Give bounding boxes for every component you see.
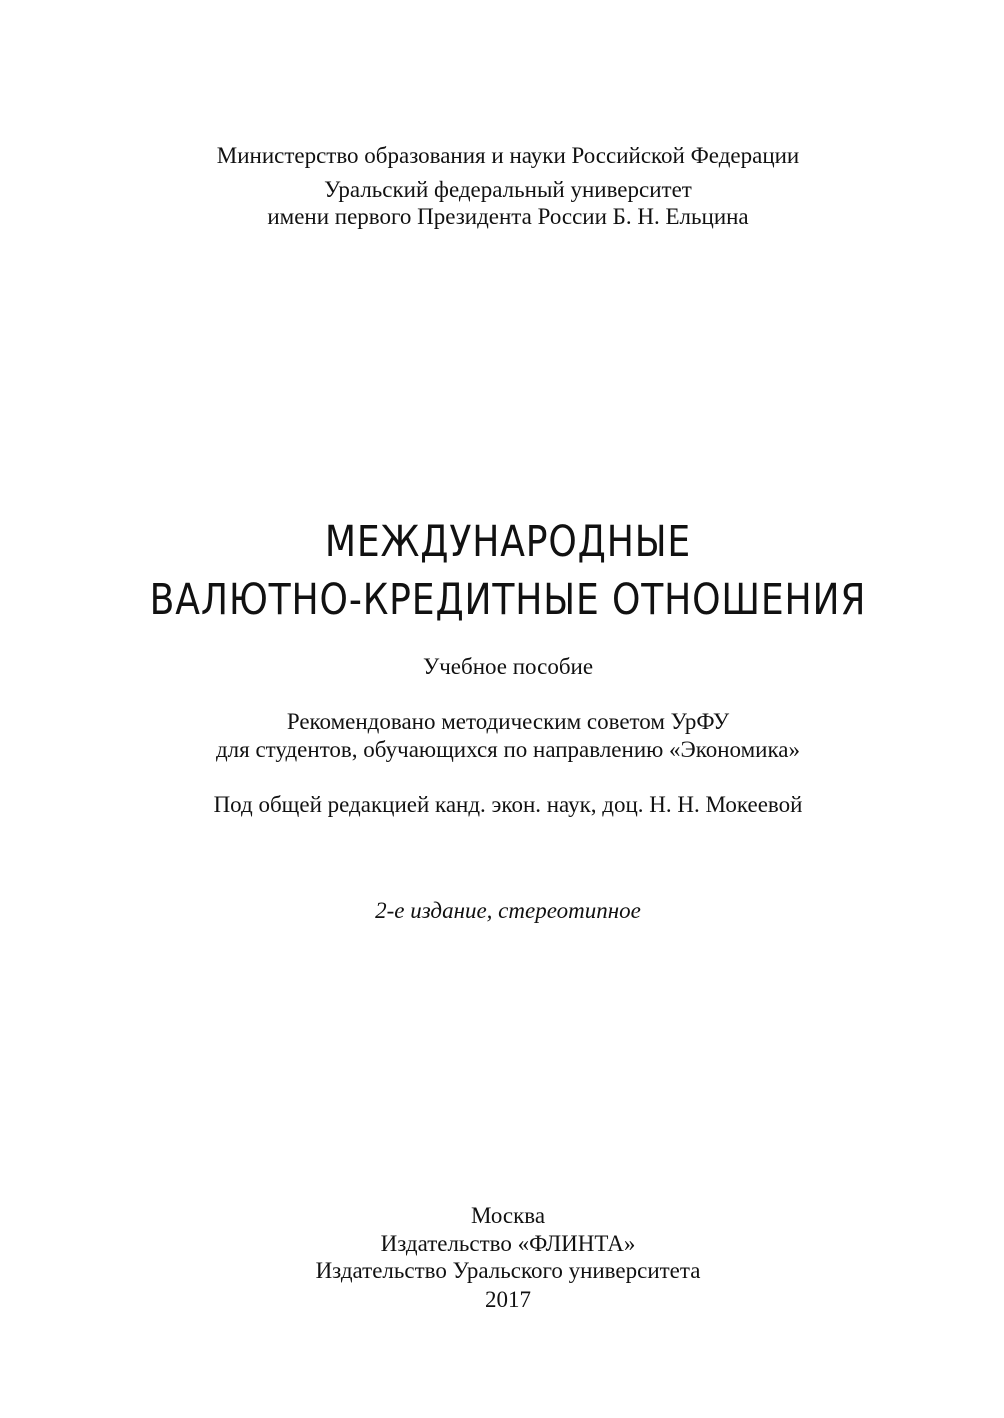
university-dedication-line: имени первого Президента России Б. Н. Ельцина	[267, 204, 749, 229]
book-type-subtitle: Учебное пособие	[422, 654, 594, 679]
recommendation-line-2: для студентов, обучающихся по направлению «Экономика»	[215, 737, 801, 762]
imprint-publisher-1: Издательство «ФЛИНТА»	[380, 1231, 636, 1256]
ministry-line: Министерство образования и науки Российской Федерации	[216, 143, 800, 168]
edition-line: 2-е издание, стереотипное	[375, 898, 641, 923]
imprint-city: Москва	[470, 1203, 546, 1228]
editor-line: Под общей редакцией канд. экон. наук, доц. Н. Н. Мокеевой	[213, 792, 803, 817]
university-name-line: Уральский федеральный университет	[324, 177, 692, 202]
imprint-year: 2017	[485, 1287, 531, 1312]
book-title-line-1: МЕЖДУНАРОДНЫЕ	[324, 517, 692, 567]
imprint-publisher-2: Издательство Уральского университета	[315, 1258, 701, 1283]
book-title-line-2: ВАЛЮТНО-КРЕДИТНЫЕ ОТНОШЕНИЯ	[149, 575, 867, 625]
recommendation-line-1: Рекомендовано методическим советом УрФУ	[286, 709, 730, 734]
